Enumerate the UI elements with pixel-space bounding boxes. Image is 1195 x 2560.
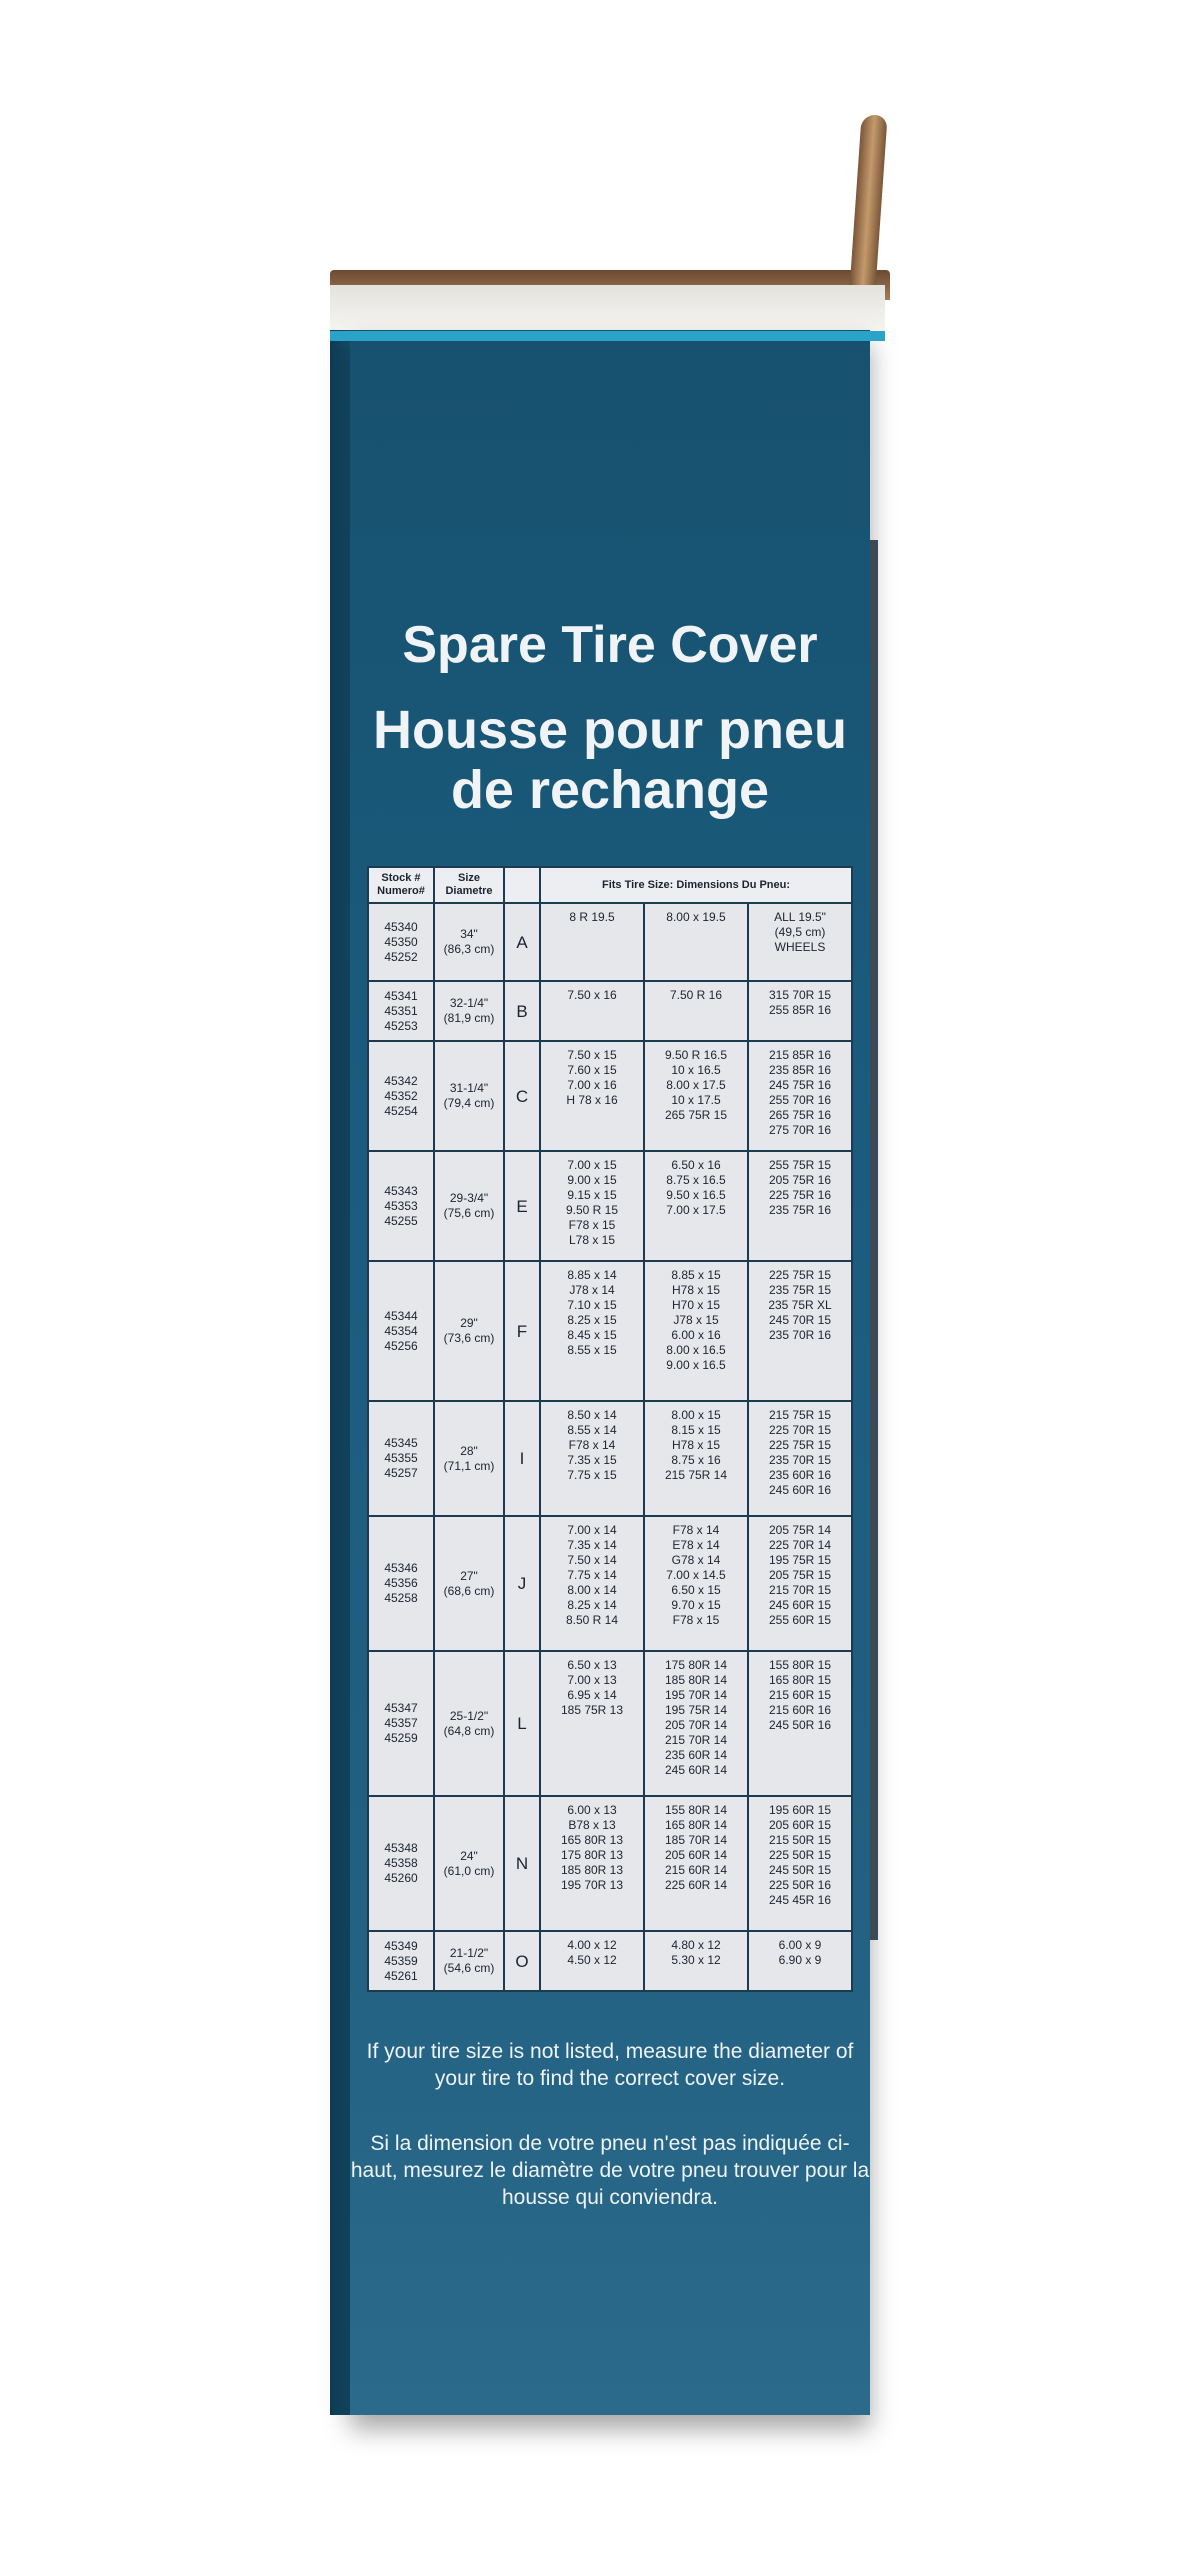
- title-english: Spare Tire Cover: [402, 616, 818, 674]
- table-header-row: [368, 867, 852, 903]
- cell-stock: 45346 45356 45258: [368, 1516, 434, 1651]
- cell-letter: A: [504, 903, 540, 981]
- cell-stock: 45340 45350 45252: [368, 903, 434, 981]
- title-french: [350, 700, 870, 820]
- header-letter: [504, 867, 540, 903]
- cell-c1: 8 R 19.5: [540, 903, 644, 981]
- cell-c2: 175 80R 14 185 80R 14 195 70R 14 195 75R 14 205 70R 14 215 70R 14 235 60R 14 245 60R 14: [644, 1651, 748, 1796]
- cell-size: 24" (61,0 cm): [434, 1796, 504, 1931]
- cell-letter: N: [504, 1796, 540, 1931]
- cell-c2: 8.00 x 15 8.15 x 15 H78 x 15 8.75 x 16 215 75R 14: [644, 1401, 748, 1516]
- size-table: [367, 866, 853, 1992]
- cell-c1: 7.50 x 15 7.60 x 15 7.00 x 16 H 78 x 16: [540, 1041, 644, 1151]
- table-row: [368, 1151, 852, 1261]
- table-row: [368, 1261, 852, 1401]
- cell-stock: 45343 45353 45255: [368, 1151, 434, 1261]
- cell-letter: I: [504, 1401, 540, 1516]
- box-top-stripe: [330, 331, 885, 341]
- table-row: [368, 1401, 852, 1516]
- cell-c2: 8.00 x 19.5: [644, 903, 748, 981]
- cell-c1: 8.50 x 14 8.55 x 14 F78 x 14 7.35 x 15 7.75 x 15: [540, 1401, 644, 1516]
- cell-c1: 4.00 x 12 4.50 x 12: [540, 1931, 644, 1991]
- cell-c2: 8.85 x 15 H78 x 15 H70 x 15 J78 x 15 6.00 x 16 8.00 x 16.5 9.00 x 16.5: [644, 1261, 748, 1401]
- cell-c3: ALL 19.5" (49,5 cm) WHEELS: [748, 903, 852, 981]
- cell-letter: B: [504, 981, 540, 1041]
- cell-c3: 215 75R 15 225 70R 15 225 75R 15 235 70R 15 235 60R 16 245 60R 16: [748, 1401, 852, 1516]
- note-french: Si la dimension de votre pneu n'est pas indiquée ci-haut, mesurez le diamètre de votre pneu trouver pour la housse qui conviendra.: [350, 2132, 870, 2209]
- cell-c1: 6.50 x 13 7.00 x 13 6.95 x 14 185 75R 13: [540, 1651, 644, 1796]
- cell-c2: 4.80 x 12 5.30 x 12: [644, 1931, 748, 1991]
- title-french-line1: Housse pour pneu: [372, 700, 848, 760]
- cell-size: 21-1/2" (54,6 cm): [434, 1931, 504, 1991]
- cell-c2: F78 x 14 E78 x 14 G78 x 14 7.00 x 14.5 6.50 x 15 9.70 x 15 F78 x 15: [644, 1516, 748, 1651]
- cell-letter: E: [504, 1151, 540, 1261]
- table-row: [368, 903, 852, 981]
- cell-c3: 225 75R 15 235 75R 15 235 75R XL 245 70R 15 235 70R 16: [748, 1261, 852, 1401]
- cell-c2: 9.50 R 16.5 10 x 16.5 8.00 x 17.5 10 x 17.5 265 75R 15: [644, 1041, 748, 1151]
- box-side-strip: [870, 540, 878, 1940]
- cell-letter: J: [504, 1516, 540, 1651]
- cell-c3: 205 75R 14 225 70R 14 195 75R 15 205 75R 15 215 70R 15 245 60R 15 255 60R 15: [748, 1516, 852, 1651]
- cell-c1: 7.00 x 15 9.00 x 15 9.15 x 15 9.50 R 15 F78 x 15 L78 x 15: [540, 1151, 644, 1261]
- table-row: [368, 1796, 852, 1931]
- cell-letter: C: [504, 1041, 540, 1151]
- cell-c2: 6.50 x 16 8.75 x 16.5 9.50 x 16.5 7.00 x 17.5: [644, 1151, 748, 1261]
- size-chart: [367, 866, 851, 1992]
- cell-size: 25-1/2" (64,8 cm): [434, 1651, 504, 1796]
- cell-c1: 7.00 x 14 7.35 x 14 7.50 x 14 7.75 x 14 8.00 x 14 8.25 x 14 8.50 R 14: [540, 1516, 644, 1651]
- cell-c3: 315 70R 15 255 85R 16: [748, 981, 852, 1041]
- cell-c3: 155 80R 15 165 80R 15 215 60R 15 215 60R 16 245 50R 16: [748, 1651, 852, 1796]
- cell-size: 31-1/4" (79,4 cm): [434, 1041, 504, 1151]
- cell-letter: F: [504, 1261, 540, 1401]
- cell-stock: 45349 45359 45261: [368, 1931, 434, 1991]
- cell-c1: 8.85 x 14 J78 x 14 7.10 x 15 8.25 x 15 8.45 x 15 8.55 x 15: [540, 1261, 644, 1401]
- cell-stock: 45345 45355 45257: [368, 1401, 434, 1516]
- header-stock: Stock # Numero#: [368, 867, 434, 903]
- table-row: [368, 1516, 852, 1651]
- box-left-edge: [330, 330, 352, 2415]
- title-french-line2: de rechange: [450, 760, 770, 820]
- cell-letter: L: [504, 1651, 540, 1796]
- cell-stock: 45341 45351 45253: [368, 981, 434, 1041]
- cell-c1: 7.50 x 16: [540, 981, 644, 1041]
- cell-c2: 155 80R 14 165 80R 14 185 70R 14 205 60R 14 215 60R 14 225 60R 14: [644, 1796, 748, 1931]
- cell-stock: 45347 45357 45259: [368, 1651, 434, 1796]
- header-size: Size Diametre: [434, 867, 504, 903]
- cell-c3: 215 85R 16 235 85R 16 245 75R 16 255 70R 16 265 75R 16 275 70R 16: [748, 1041, 852, 1151]
- table-row: [368, 981, 852, 1041]
- table-row: [368, 1931, 852, 1991]
- cell-size: 34" (86,3 cm): [434, 903, 504, 981]
- cell-size: 29-3/4" (75,6 cm): [434, 1151, 504, 1261]
- cell-size: 28" (71,1 cm): [434, 1401, 504, 1516]
- cell-c1: 6.00 x 13 B78 x 13 165 80R 13 175 80R 13 185 80R 13 195 70R 13: [540, 1796, 644, 1931]
- cell-size: 29" (73,6 cm): [434, 1261, 504, 1401]
- cell-stock: 45344 45354 45256: [368, 1261, 434, 1401]
- header-fits: Fits Tire Size: Dimensions Du Pneu:: [540, 867, 852, 903]
- cell-size: 27" (68,6 cm): [434, 1516, 504, 1651]
- cell-stock: 45342 45352 45254: [368, 1041, 434, 1151]
- cell-c3: 255 75R 15 205 75R 16 225 75R 16 235 75R 16: [748, 1151, 852, 1261]
- note-english: If your tire size is not listed, measure the diameter of your tire to find the correct cover size.: [366, 2040, 854, 2090]
- cell-size: 32-1/4" (81,9 cm): [434, 981, 504, 1041]
- cell-letter: O: [504, 1931, 540, 1991]
- cell-stock: 45348 45358 45260: [368, 1796, 434, 1931]
- table-row: [368, 1651, 852, 1796]
- cell-c3: 6.00 x 9 6.90 x 9: [748, 1931, 852, 1991]
- cell-c3: 195 60R 15 205 60R 15 215 50R 15 225 50R 15 245 50R 15 225 50R 16 245 45R 16: [748, 1796, 852, 1931]
- table-row: [368, 1041, 852, 1151]
- cell-c2: 7.50 R 16: [644, 981, 748, 1041]
- box-top-face: [330, 285, 885, 331]
